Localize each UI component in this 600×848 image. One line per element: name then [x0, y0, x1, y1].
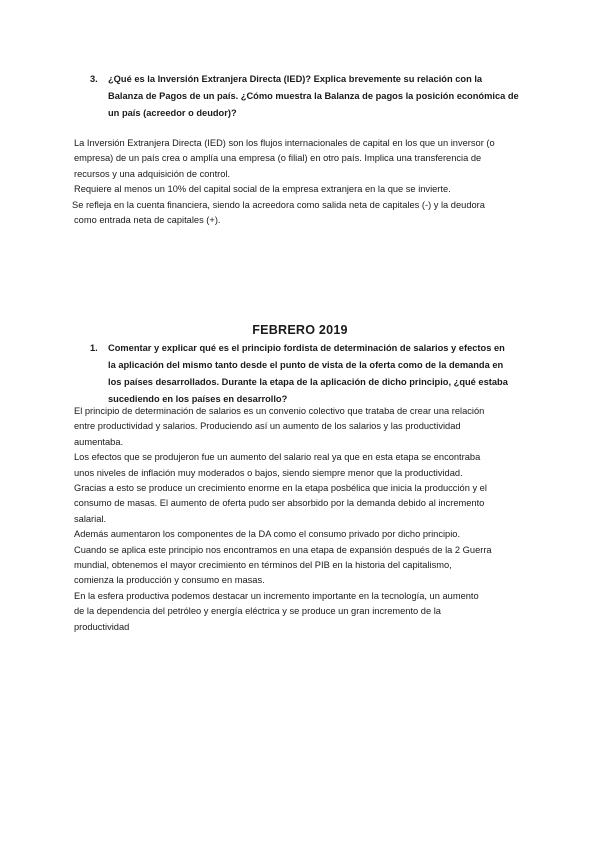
answer-line: Además aumentaron los componentes de la DA como el consumo privado por dicho principio. — [74, 529, 461, 540]
answer-line: Los efectos que se produjeron fue un aumento del salario real ya que en esta etapa se encontraba — [74, 452, 481, 463]
answer-line: consumo de masas. El aumento de oferta pudo ser absorbido por la demanda debido al incremento — [74, 498, 485, 509]
answer-line: entre productividad y salarios. Produciendo así un aumento de los salarios y las productividad — [74, 421, 461, 432]
answer-line: productividad — [74, 621, 130, 632]
answer-fordismo — [74, 404, 492, 635]
question-number: 3. — [90, 74, 98, 84]
answer-line: empresa) de un país crea o amplía una empresa (o filial) en otro país. Implica una transferencia de — [74, 153, 482, 164]
answer-line: La Inversión Extranjera Directa (IED) son los flujos internacionales de capital en los que un inversor (o — [74, 138, 495, 148]
answer-line: unos niveles de inflación muy moderados o bajos, siendo siempre menor que la productividad. — [74, 467, 463, 478]
answer-line: Se refleja en la cuenta financiera, siendo la acreedora como salida neta de capitales (-) y la deudora — [72, 199, 485, 210]
question-line: los países desarrollados. Durante la etapa de la aplicación de dicho principio, ¿qué estaba — [108, 377, 508, 387]
answer-line: recursos y una adquisición de control. — [74, 168, 231, 179]
question-line: Comentar y explicar qué es el principio fordista de determinación de salarios y efectos en — [108, 343, 505, 353]
question-line: sucediendo en los países en desarrollo? — [108, 394, 288, 404]
answer-line: comienza la producción y consumo en masas. — [74, 575, 265, 586]
answer-line: Gracias a esto se produce un crecimiento enorme en la etapa posbélica que inicia la producción y el — [74, 483, 487, 494]
question-line: la aplicación del mismo tanto desde el punto de vista de la oferta como de la demanda en — [108, 360, 504, 370]
section-heading: FEBRERO 2019 — [252, 323, 348, 337]
answer-line: mundial, obtenemos el mayor crecimiento en términos del PIB en la historia del capitalismo, — [74, 560, 452, 571]
answer-line: El principio de determinación de salarios es un convenio colectivo que trataba de crear una relación — [74, 406, 485, 416]
answer-ied — [74, 136, 495, 228]
answer-line: de la dependencia del petróleo y energía eléctrica y se produce un gran incremento de la — [74, 606, 441, 617]
answer-line: Cuando se aplica este principio nos encontramos en una etapa de expansión después de la 2 Guerra — [74, 544, 492, 555]
answer-line: Requiere al menos un 10% del capital social de la empresa extranjera en la que se invierte. — [74, 184, 451, 195]
question-line: Balanza de Pagos de un país. ¿Cómo muestra la Balanza de pagos la posición económica de — [108, 91, 519, 101]
answer-line: salarial. — [74, 513, 107, 524]
answer-line: como entrada neta de capitales (+). — [74, 215, 221, 226]
question-number: 1. — [90, 343, 98, 353]
question-line: ¿Qué es la Inversión Extranjera Directa (IED)? Explica brevemente su relación con la — [108, 74, 483, 84]
question-line: un país (acreedor o deudor)? — [108, 108, 237, 118]
answer-line: En la esfera productiva podemos destacar un incremento importante en la tecnología, un aumento — [74, 590, 479, 601]
answer-line: aumentaba. — [74, 436, 124, 447]
